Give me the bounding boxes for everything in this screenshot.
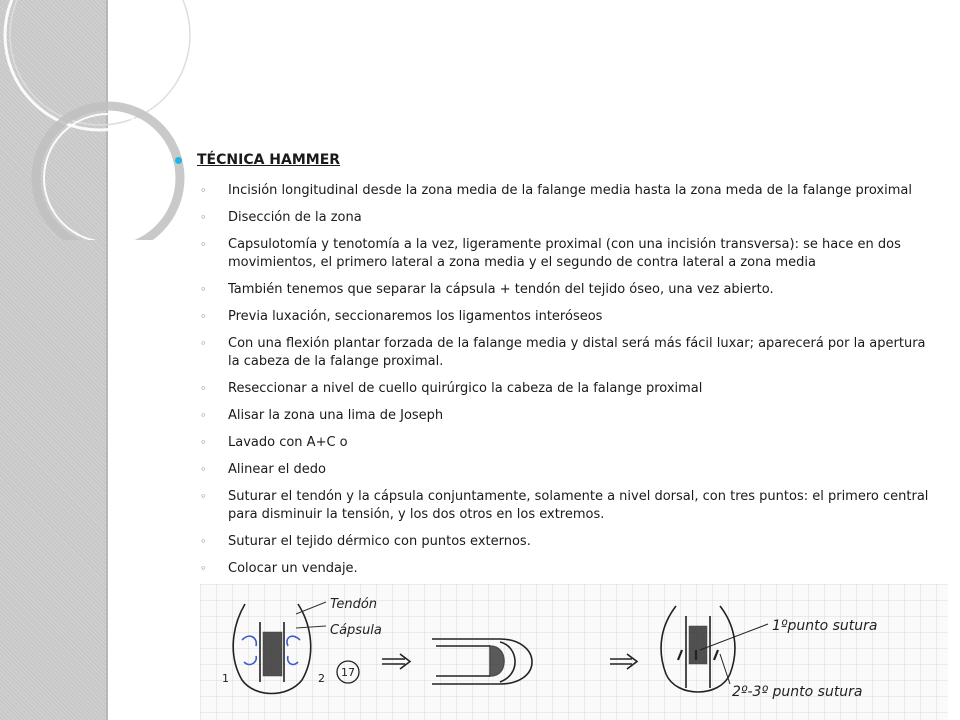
step-text: Previa luxación, seccionaremos los ligamentos interóseos — [228, 309, 603, 324]
bullet-marker: ◦ — [200, 337, 207, 350]
bullet-marker: ◦ — [200, 562, 207, 575]
slide-content — [175, 152, 935, 587]
procedure-step — [175, 488, 935, 524]
bullet-marker: ◦ — [200, 211, 207, 224]
step-text: Alinear el dedo — [228, 462, 326, 477]
step-text: Alisar la zona una lima de Joseph — [228, 408, 444, 423]
procedure-steps-list — [175, 182, 935, 578]
bullet-marker: ◦ — [200, 436, 207, 449]
bullet-marker: ◦ — [200, 310, 207, 323]
bullet-marker: ◦ — [200, 409, 207, 422]
deco-circle-small-inner — [44, 114, 172, 240]
step-text: Reseccionar a nivel de cuello quirúrgico la cabeza de la falange proximal — [228, 381, 703, 396]
decorative-circles — [0, 0, 200, 240]
label-punto-1: 1ºpunto sutura — [772, 618, 878, 634]
step-text: Capsulotomía y tenotomía a la vez, ligeramente proximal (con una incisión transversa): se hace en dos movimientos, el primero lateral a zona media y el segundo de contra lateral a zona media — [228, 237, 901, 270]
step-text: Lavado con A+C o — [228, 435, 348, 450]
procedure-step — [175, 560, 935, 578]
surgical-sketch — [200, 584, 948, 720]
step-text: Suturar el tendón y la cápsula conjuntamente, solamente a nivel dorsal, con tres puntos: el primero central para disminuir la tensión, y los dos otros en los extremos. — [228, 489, 929, 522]
procedure-step — [175, 434, 935, 452]
step-text: Incisión longitudinal desde la zona media de la falange media hasta la zona meda de la falange proximal — [228, 183, 912, 198]
step-text: También tenemos que separar la cápsula + tendón del tejido óseo, una vez abierto. — [228, 282, 774, 297]
procedure-step — [175, 533, 935, 551]
procedure-step — [175, 461, 935, 479]
procedure-step — [175, 182, 935, 200]
step-text: Colocar un vendaje. — [228, 561, 358, 576]
slide-heading: TÉCNICA HAMMER — [175, 152, 935, 168]
procedure-step — [175, 308, 935, 326]
step-text: Disección de la zona — [228, 210, 362, 225]
procedure-step — [175, 335, 935, 371]
label-capsula: Cápsula — [330, 623, 382, 638]
procedure-step — [175, 209, 935, 227]
step-text: Suturar el tejido dérmico con puntos externos. — [228, 534, 531, 549]
label-num-right: 2 — [318, 672, 325, 685]
procedure-step — [175, 407, 935, 425]
step-text: Con una flexión plantar forzada de la falange media y distal será más fácil luxar; aparecerá por la apertura la cabeza de la falange proximal. — [228, 336, 926, 369]
deco-circle-small — [36, 106, 180, 240]
bullet-marker: ◦ — [200, 382, 207, 395]
procedure-step — [175, 380, 935, 398]
label-circled-number: 17 — [341, 666, 355, 679]
bullet-marker: ◦ — [200, 184, 207, 197]
procedure-step — [175, 236, 935, 272]
bullet-marker: ◦ — [200, 535, 207, 548]
bullet-marker: ◦ — [200, 463, 207, 476]
procedure-step — [175, 281, 935, 299]
label-tendon: Tendón — [330, 597, 378, 612]
bullet-marker: ◦ — [200, 490, 207, 503]
label-num-left: 1 — [222, 672, 229, 685]
bullet-marker: ◦ — [200, 283, 207, 296]
bullet-marker: ◦ — [200, 238, 207, 251]
label-punto-2-3: 2º-3º punto sutura — [732, 684, 863, 700]
